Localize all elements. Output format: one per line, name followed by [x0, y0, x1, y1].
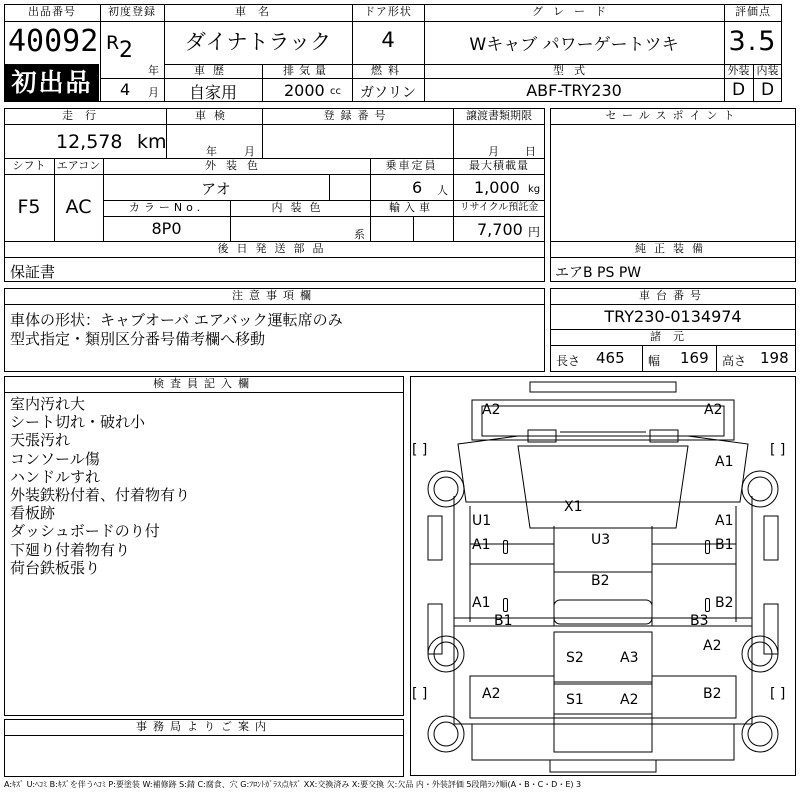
grade-value: Wキャブ パワーゲートツキ [469, 35, 679, 55]
score-value: 3.5 [728, 26, 778, 57]
mileage-unit: km [137, 131, 167, 153]
bed-handle-left [503, 598, 508, 612]
mark-front-right: A2 [704, 402, 723, 418]
first-reg-header: 初度登録 [108, 5, 156, 18]
divider [100, 78, 164, 79]
mark-right-rear-a: A2 [703, 638, 722, 654]
interior-grade: D [760, 80, 775, 100]
height-label: 高さ [722, 354, 747, 368]
mark-bed-a: A3 [620, 650, 639, 666]
door-handle-left [503, 540, 508, 554]
door-header: ドア形状 [364, 5, 412, 18]
later-parts-header: 後日発送部品 [217, 242, 332, 255]
color-no-value: 8P0 [151, 219, 182, 238]
year-unit: 年 [148, 64, 159, 77]
first-listing-text: 初出品 [11, 68, 93, 97]
max-load-header: 最大積載量 [469, 159, 529, 172]
mark-rear-right: B2 [703, 686, 722, 702]
history-header: 車歴 [194, 64, 232, 77]
lot-no-header: 出品番号 [28, 5, 76, 18]
reg-year: 2 [119, 38, 133, 63]
aircon-value: AC [65, 196, 92, 218]
note-item: 外装鉄粉付着、付着物有り [10, 486, 191, 505]
max-load-value: 1,000 [474, 178, 520, 197]
note-item: 室内汚れ大 [10, 395, 86, 413]
width-value: 169 [680, 349, 709, 367]
grade-header: グレード [532, 5, 616, 18]
note-item: 下廻り付着物有り [10, 540, 131, 559]
exterior-header: 外装 [727, 64, 750, 77]
divider [103, 216, 545, 217]
reg-month: 4 [120, 80, 131, 99]
mileage-header: 走行 [62, 109, 108, 122]
mark-rear-left: A2 [482, 686, 501, 702]
divider [4, 392, 404, 393]
divider [100, 21, 782, 22]
chassis-number: TRY230-0134974 [604, 307, 742, 326]
recycle-value: 7,700 [477, 220, 523, 239]
chassis-header: 車台番号 [639, 289, 707, 302]
displacement-unit: cc [330, 86, 341, 97]
office-header: 事務局よりご案内 [136, 720, 272, 733]
caution-line-1: 車体の形状：キャブオーバ エアバック運転席のみ [10, 311, 343, 329]
displacement-header: 排気量 [283, 64, 331, 77]
fuel-header: 燃料 [371, 64, 405, 77]
mark-rear-s: S1 [566, 692, 584, 708]
divider [642, 345, 643, 372]
bed-handle-right [705, 598, 710, 612]
genuine-header: 純正装備 [635, 242, 711, 255]
mark-windshield: X1 [564, 499, 583, 515]
inspector-header: 検査員記入欄 [153, 377, 255, 390]
transfer-header: 譲渡書類期限 [466, 109, 532, 122]
max-load-unit: kg [528, 184, 541, 195]
note-item: ダッシュボードのり付 [10, 522, 160, 541]
capacity-value: 6 [412, 178, 423, 197]
recycle-header: リサイクル預託金 [459, 202, 539, 213]
mark-left-bed-a: A1 [472, 595, 491, 611]
divider [4, 174, 545, 175]
history-value: 自家用 [188, 83, 237, 102]
displacement-value: 2000 [284, 81, 325, 100]
bracket-right-rear: [ ] [770, 686, 786, 702]
mark-right-bed-b: B2 [715, 595, 734, 611]
caution-line-2: 型式指定・類別区分番号備考欄へ移動 [10, 330, 266, 348]
caution-header: 注意事項欄 [232, 289, 317, 302]
door-handle-right [705, 540, 710, 554]
first-listing-badge [5, 64, 99, 101]
note-item: 荷台鉄板張り [10, 558, 101, 577]
note-item: ハンドルすれ [10, 467, 101, 486]
mark-right-door-b: B1 [715, 537, 734, 553]
car-name: ダイナトラック [184, 30, 332, 54]
later-parts-value: 保証書 [10, 263, 56, 281]
mileage-value: 12,578 [56, 131, 123, 153]
divider [4, 257, 545, 258]
ext-color-header: 外装色 [205, 159, 268, 172]
genuine-value: エアB PS PW [555, 265, 642, 281]
divider [4, 124, 545, 125]
divider [164, 78, 724, 79]
sales-point-header: セールスポイント [605, 109, 741, 122]
shift-value: F5 [17, 196, 41, 218]
score-header: 評価点 [735, 5, 771, 18]
note-item: 天張汚れ [10, 431, 71, 450]
divider [4, 304, 545, 305]
mark-rear-a: A2 [620, 692, 639, 708]
car-name-header: 車名 [235, 5, 281, 18]
bracket-left-front: [ ] [412, 442, 428, 458]
color-no-header: カラーNo. [128, 201, 205, 214]
mark-left-door-a: A1 [472, 537, 491, 553]
era: R [106, 32, 120, 54]
height-value: 198 [760, 349, 789, 367]
transfer-day-unit: 日 [525, 145, 536, 158]
divider [4, 735, 404, 736]
note-item: シート切れ・破れ小 [10, 413, 146, 432]
model-value: ABF-TRY230 [526, 81, 622, 100]
note-item: 看板跡 [10, 504, 56, 523]
int-color-header: 内装色 [271, 201, 329, 214]
length-value: 465 [596, 349, 625, 367]
bracket-left-rear: [ ] [412, 686, 428, 702]
mark-right-bed-b3: B3 [690, 613, 709, 629]
month-unit: 月 [148, 86, 159, 99]
insp-year-unit: 年 [206, 145, 217, 158]
transfer-month-unit: 月 [488, 145, 499, 158]
reg-no-header: 登録番号 [323, 109, 392, 122]
mark-right-door-a: A1 [715, 513, 734, 529]
mark-bed-s: S2 [566, 650, 584, 666]
divider [329, 174, 330, 200]
model-header: 型式 [553, 64, 595, 77]
exterior-grade: D [731, 80, 746, 100]
mark-left-bed-b: B1 [494, 613, 513, 629]
shift-header: シフト [12, 159, 46, 172]
mark-roof: U3 [591, 532, 611, 548]
divider [550, 345, 796, 346]
note-item: コンソール傷 [10, 449, 100, 468]
mark-right-front-upper: A1 [715, 454, 734, 470]
aircon-header: エアコン [56, 159, 101, 172]
int-color-suffix: 系 [354, 228, 365, 241]
capacity-header: 乗車定員 [385, 159, 438, 172]
mark-front-left: A2 [482, 402, 501, 418]
inspection-header: 車検 [195, 109, 233, 122]
mark-left-door-u: U1 [472, 513, 492, 529]
legend: A:ｷｽﾞ U:ﾍｺﾐ B:ｷｽﾞを伴うﾍｺﾐ P:要塗装 W:補修跡 S:錆 C:腐食、穴 G:ﾌﾛﾝﾄｶﾞﾗｽ点ｷｽﾞ XX:交換済み X:要交換 欠:欠品 内・外装評価 5段階ﾗﾝｸ順(A・B・C・D・E) 3 [4, 780, 582, 789]
insp-month-unit: 月 [244, 145, 255, 158]
divider [550, 257, 796, 258]
bracket-right-front: [ ] [770, 442, 786, 458]
interior-header: 内装 [756, 64, 779, 77]
length-label: 長さ [556, 354, 581, 368]
ext-color-value: アオ [201, 180, 231, 198]
width-label: 幅 [648, 354, 661, 368]
recycle-unit: 円 [528, 225, 541, 239]
divider [413, 216, 414, 241]
door-value: 4 [381, 28, 395, 52]
import-header: 輸入車 [389, 201, 434, 214]
divider [550, 124, 796, 125]
divider [550, 304, 796, 305]
lot-number: 40092 [8, 24, 99, 59]
fuel-value: ガソリン [360, 85, 416, 101]
inspector-notes [10, 395, 190, 577]
capacity-unit: 人 [437, 184, 448, 197]
dims-header: 諸元 [650, 330, 696, 343]
mark-cab-rear: B2 [591, 573, 610, 589]
divider [716, 345, 717, 372]
